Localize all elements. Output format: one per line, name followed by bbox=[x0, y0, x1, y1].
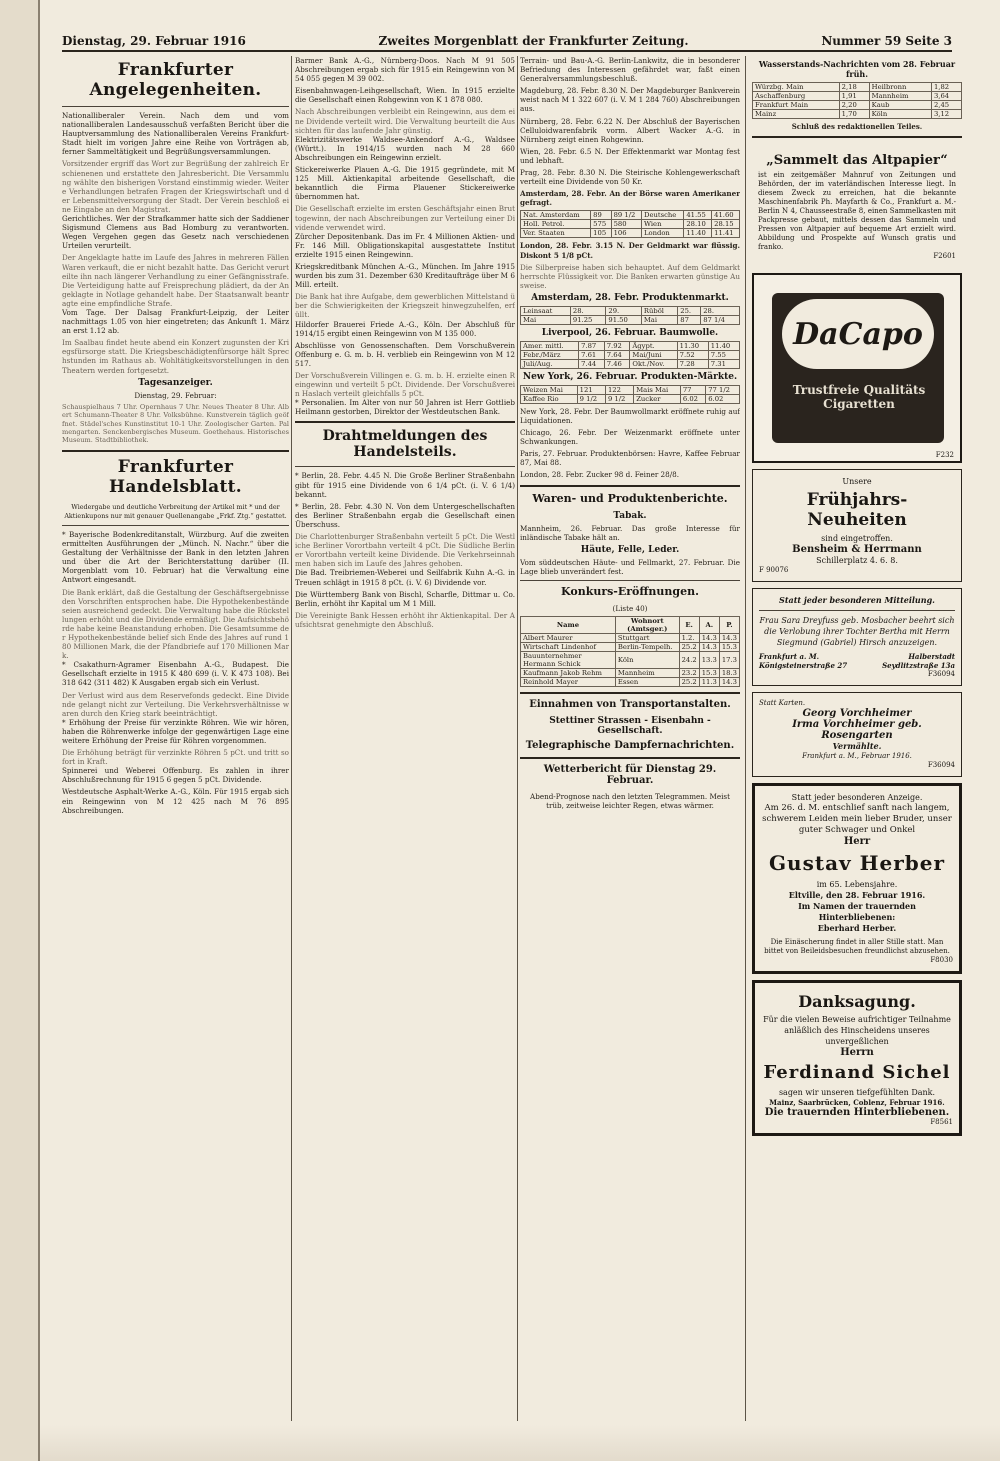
article-paragraph: Terrain- und Bau-A.-G. Berlin-Lankwitz, die in besonderer Befriedung des Interessen gefährdet war, faßt einen Generalversammlungsbeschluß. bbox=[520, 56, 740, 84]
header-edition: Zweites Morgenblatt der Frankfurter Zeitung. bbox=[378, 34, 689, 48]
end-of-editorial: Schluß des redaktionellen Teiles. bbox=[791, 122, 923, 131]
market-report-london: London, 28. Febr. 3.15 N. Der Geldmarkt war flüssig. Diskont 5 1/8 pCt. bbox=[520, 241, 740, 260]
konkurs-cell: Reinhold Mayer bbox=[521, 678, 616, 687]
divider bbox=[759, 610, 955, 611]
ad-danksagung bbox=[752, 980, 962, 1136]
article-paragraph: Abschlüsse von Genossenschaften. Dem Vorschußverein Offenburg e. G. m. b. H. verblieb ein Reingewinn von M 12 517. bbox=[295, 340, 515, 368]
section-title-local: Frankfurter Angelegenheiten. bbox=[89, 60, 262, 100]
tagesanzeiger-listing: Schauspielhaus 7 Uhr. Opernhaus 7 Uhr. Neues Theater 8 Uhr. Albert Schumann-Theater 8 Uhr. Volksbühne. Kunstverein täglich geöffnet. Städel'sches Kunstinstitut 10-1 Uhr. Zoologischer Garten. Palmengarten. Senckenbergisches Museum. Goethehaus. Historisches Museum. Stadtbibliothek. bbox=[62, 402, 289, 445]
article-paragraph: Nürnberg, 28. Febr. 6.22 N. Der Abschluß der Bayerischen Celluloidwarenfabrik vorm. Albert Wacker A.-G. in Nürnberg zeigt einen Rohgewinn. bbox=[520, 116, 740, 144]
konkurs-cell: Kaufmann Jakob Rehm bbox=[521, 669, 616, 678]
article-paragraph: Zürcher Depositenbank. Das im Fr. 4 Millionen Aktien- und Fr. 146 Mill. Obligationskapital ausgestattete Institut erzielte 1915 einen Reingewinn. bbox=[295, 231, 515, 259]
article-paragraph: Magdeburg, 28. Febr. 8.30 N. Der Magdeburger Bankverein weist nach M 1 322 607 (i. V. M 1 284 760) Abschreibungen aus. bbox=[520, 86, 740, 114]
ad-line: Vermählte. bbox=[832, 741, 882, 752]
wetter-title: Wetterbericht für Dienstag 29. Februar. bbox=[543, 764, 717, 786]
ad-verlobung bbox=[752, 588, 962, 686]
section-title-drahtmeldungen: Drahtmeldungen des Handelsteils. bbox=[322, 428, 488, 461]
ad-altpapier bbox=[752, 144, 962, 267]
article-text-fill: Der Vorschußverein Villingen e. G. m. b. H. erzielte einen Reingewinn und verteilt 5 pCt. Dividende. Der Vorschußverein Haslach verteilt gleichfalls 5 pCt. bbox=[295, 371, 515, 399]
header-page-number: Nummer 59 Seite 3 bbox=[821, 34, 952, 48]
konkurs-head: A. bbox=[699, 617, 719, 634]
konkurs-head: Name bbox=[521, 617, 616, 634]
wasserstand-cell: Würzbg. Main bbox=[753, 83, 840, 92]
wasserstand-cell: 2,20 bbox=[839, 101, 869, 110]
column-rule bbox=[291, 56, 292, 1421]
column-rule bbox=[745, 56, 746, 1421]
article-paragraph: Elektrizitätswerke Waldsee-Ankendorf A.-G., Waldsee (Württ.). In 1914/15 wurden nach M 28 660 Abschreibungen ein Reingewinn erzielt. bbox=[295, 134, 515, 162]
konkurs-cell: 1.2. bbox=[679, 634, 699, 643]
divider bbox=[520, 692, 740, 694]
wasserstand-cell: Mannheim bbox=[869, 92, 931, 101]
ad-code: F2601 bbox=[933, 252, 956, 261]
tabak-title: Tabak. bbox=[613, 510, 647, 521]
ad-deceased-name: Gustav Herber bbox=[768, 851, 946, 876]
article-paragraph: Kriegskreditbank München A.-G., München. Im Jahre 1915 wurden bis zum 31. Dezember 630 Kreditaufträge über M 6 Mill. erteilt. bbox=[295, 261, 515, 290]
ad-line: sind eingetroffen. bbox=[821, 534, 893, 544]
ad-places bbox=[759, 652, 955, 670]
ad-line: Im Namen der trauernden Hinterbliebenen: bbox=[798, 901, 916, 923]
konkurs-cell: Mannheim bbox=[615, 669, 679, 678]
page-header bbox=[62, 30, 952, 52]
divider bbox=[62, 525, 289, 526]
article-text-fill: Die Bank erklärt, daß die Gestaltung der Geschäftsergebnisse den Vorschriften entsprochen habe. Die Hypothekenbestände seien ausreichend gedeckt. Die Verwaltung habe die Rückstellungen erhöht und die Dividende ermäßigt. Die Aufsichtsbehörde habe keine Beanstandung erhoben. Die Gesamtsumme der Hypothekenbestände belief sich Ende des Jahres auf rund 180 Millionen Mark, die der Pfandbriefe auf 170 Millionen Mark. bbox=[62, 587, 289, 661]
newyork-table: Weizen Mai 121 122 Mais Mai 77 77 1/2 Kaffee Rio 9 1/2 9 1/2 Zucker 6.02 6.02 bbox=[520, 385, 740, 404]
konkurs-cell: 15.3 bbox=[719, 643, 739, 652]
column-2 bbox=[295, 56, 515, 1426]
wasserstand-row bbox=[753, 110, 962, 119]
wetter-text: Abend-Prognose nach den letzten Telegrammen. Meist trüb, zeitweise leichter Regen, etwas wärmer. bbox=[530, 792, 730, 811]
tagesanzeiger-title: Tagesanzeiger. bbox=[138, 377, 213, 388]
article-paragraph: Nationalliberaler Verein. Nach dem und vom nationalliberalen Landesausschuß verfaßten Bericht über die Hauptversammlung des Nationalliberalen Vereins Frankfurt-Stadt hielt im vorigen Jahre eine Reihe von Vorträgen ab, ferner Sammeltätigkeit und Begrüßungsversammlungen. bbox=[62, 111, 289, 157]
konkurs-cell: Wirtschaft Lindenhof bbox=[521, 643, 616, 652]
article-paragraph: Hildorfer Brauerei Friede A.-G., Köln. Der Abschluß für 1914/15 ergibt einen Reingewinn von M 135 000. bbox=[295, 319, 515, 338]
ad-deceased-name: Ferdinand Sichel bbox=[763, 1062, 951, 1084]
dacapo-logo: DaCapo bbox=[782, 299, 934, 369]
ad-text: Am 26. d. M. entschlief sanft nach langem, schwerem Leiden mein lieber Bruder, unser guter Schwager und Onkel bbox=[762, 803, 952, 836]
article-text-fill: Die Vereinigte Bank Hessen erhöht ihr Aktienkapital. Der Aufsichtsrat genehmigte den Abschluß. bbox=[295, 610, 515, 629]
einnahmen-title: Einnahmen von Transportanstalten. bbox=[529, 699, 731, 710]
wasserstand-cell: 1,70 bbox=[839, 110, 869, 119]
article-text-fill: Nach Abschreibungen verbleibt ein Reingewinn, aus dem eine Dividende verteilt wird. Die Verwaltung beurteilt die Aussichten für das laufende Jahr günstig. bbox=[295, 107, 515, 135]
konkurs-sub: (Liste 40) bbox=[612, 603, 648, 613]
konkurs-row bbox=[521, 669, 740, 678]
newyork-title: New York, 26. Februar. Produkten-Märkte. bbox=[522, 371, 738, 382]
market-report-paris: Paris, 27. Februar. Produktenbörsen: Havre, Kaffee Februar 87, Mai 88. bbox=[520, 449, 740, 468]
market-report-amsterdam: Amsterdam, 28. Febr. An der Börse waren Amerikaner gefragt. bbox=[520, 189, 740, 208]
ad-code: F 90076 bbox=[759, 566, 789, 575]
konkurs-cell: 14.3 bbox=[719, 634, 739, 643]
ad-altpapier-text: ist ein zeitgemäßer Mahnruf von Zeitungen und Behörden, der im vaterländischen Interesse liegt. In diesem Zweck zu erreichen, hat die bekannte Maschinenfabrik Ph. Mayfarth & Co., Frankfurt a. M.-Berlin N 4, Chausseestraße 8, einen Sammelkasten mit Packpresse gebaut, mittels dessen das Sammeln und Pressen von Altpapier auf bequeme Art erzielt wird. Abbildung und Prospekte auf Wunsch gratis und franko. bbox=[758, 171, 956, 252]
konkurs-row bbox=[521, 652, 740, 669]
konkurs-cell: 18.3 bbox=[719, 669, 739, 678]
haeute-title: Häute, Felle, Leder. bbox=[580, 544, 680, 555]
cotton-table: Amer. mittl. 7.87 7.92 Ägypt. 11.30 11.40 Febr./März 7.61 7.64 Mai/Juni 7.52 7.55 Juli/Aug. 7.44 7.46 Okt./Nov. 7.28 7.31 bbox=[520, 341, 740, 369]
exchange-rate-table: Nat. Amsterdam 89 89 1/2 Deutsche 41.55 41.60 Holl. Petrol. 575 580 Wien 28.10 28.15 Ver. Staaten 105 106 London 11.40 11.41 bbox=[520, 210, 740, 238]
ad-line: Herrn bbox=[840, 1047, 874, 1059]
ad-text: Für die vielen Beweise aufrichtiger Teilnahme anläßlich des Hinscheidens unseres unvergeßlichen bbox=[763, 1015, 951, 1047]
wasserstand-cell: 3,64 bbox=[931, 92, 961, 101]
tagesanzeiger-date: Dienstag, 29. Februar: bbox=[134, 390, 217, 400]
article-paragraph: Vom süddeutschen Häute- und Fellmarkt, 27. Februar. Die Lage blieb unverändert fest. bbox=[520, 557, 740, 576]
section-title-waren: Waren- und Produktenberichte. bbox=[532, 491, 728, 505]
article-paragraph: Mannheim, 26. Februar. Das große Interesse für inländische Tabake hält an. bbox=[520, 523, 740, 542]
wasserstand-cell: 2,45 bbox=[931, 101, 961, 110]
article-text-fill: Die Charlottenburger Straßenbahn verteilt 5 pCt. Die Westliche Berliner Vorortbahn verteilt 4 pCt. Die Südliche Berliner Vorortbahn verteilt keine Dividende. Die Verkehrseinnahmen haben sich im Laufe des Jahres gehoben. bbox=[295, 532, 515, 569]
article-paragraph: Eisenbahnwagen-Leihgesellschaft, Wien. In 1915 erzielte die Gesellschaft einen Rohgewinn von K 1 878 080. bbox=[295, 86, 515, 105]
konkurs-cell: 14.3 bbox=[699, 634, 719, 643]
article-paragraph: Die Württemberg Bank von Bischl, Scharfle, Dittmar u. Co. Berlin, erhöht ihr Kapital um M 1 Mill. bbox=[295, 589, 515, 608]
dacapo-band: Trustfreie Qualitäts Cigaretten bbox=[792, 383, 926, 412]
column-rule bbox=[517, 56, 518, 1421]
konkurs-cell: Stuttgart bbox=[615, 634, 679, 643]
wasserstand-row bbox=[753, 101, 962, 110]
konkurs-cell: 25.2 bbox=[679, 643, 699, 652]
ad-text: Frau Sara Dreyfuss geb. Mosbacher beehrt sich die Verlobung ihrer Tochter Bertha mit Herrn Siegmund (Gabriel) Hirsch anzuzeigen. bbox=[759, 616, 955, 648]
article-paragraph: * Berlin, 28. Febr. 4.45 N. Die Große Berliner Straßenbahn gibt für 1915 eine Dividende von 6 1/4 pCt. (i. V. 6 1/4) bekannt. bbox=[295, 471, 515, 499]
article-paragraph: Spinnerei und Weberei Offenburg. Es zahlen in ihrer Abschlußrechnung für 1915 6 gegen 5 pCt. Dividende. bbox=[62, 766, 289, 785]
column-1 bbox=[62, 56, 289, 1426]
ad-code: F8030 bbox=[930, 956, 953, 965]
konkurs-head: P. bbox=[719, 617, 739, 634]
divider bbox=[295, 421, 515, 423]
market-report-chicago: Chicago, 26. Febr. Der Weizenmarkt eröffnete unter Schwankungen. bbox=[520, 428, 740, 447]
divider bbox=[295, 466, 515, 467]
konkurs-cell: 13.3 bbox=[699, 652, 719, 669]
konkurs-cell: 24.2 bbox=[679, 652, 699, 669]
previous-page-margin bbox=[0, 0, 40, 1461]
liverpool-title: Liverpool, 26. Februar. Baumwolle. bbox=[541, 327, 719, 338]
ad-signature: Eberhard Herber. bbox=[817, 923, 897, 934]
article-paragraph: Vom Tage. Der Dalsag Frankfurt-Leipzig, der Leiter nachmittags 1.05 von hier eingetreten; das Ankunft 1. März an erst 1.12 ab. bbox=[62, 307, 289, 336]
wasserstand-title: Wasserstands-Nachrichten vom 28. Februar früh. bbox=[758, 59, 956, 79]
article-paragraph: Prag, 28. Febr. 8.30 N. Die Steirische Kohlengewerkschaft verteilt eine Dividende von 50 Kr. bbox=[520, 168, 740, 187]
ad-line: im 65. Lebensjahre. bbox=[816, 880, 898, 890]
page-bottom-shadow bbox=[40, 1425, 1000, 1461]
stettiner-title: Stettiner Strassen - Eisenbahn - Gesellschaft. bbox=[549, 716, 711, 736]
section-title-handelsblatt: Frankfurter Handelsblatt. bbox=[108, 456, 243, 497]
wasserstand-cell: Frankfurt Main bbox=[753, 101, 840, 110]
wasserstand-cell: 1,82 bbox=[931, 83, 961, 92]
article-paragraph: Die Bad. Treibriemen-Weberei und Seilfabrik Kuhn A.-G. in Treuen schlägt in 1915 8 pCt. (i. V. 6) Dividende vor. bbox=[295, 568, 515, 587]
article-text-fill: Der Verlust wird aus dem Reservefonds gedeckt. Eine Dividende gelangt nicht zur Verteilung. Die Verkehrsverhältnisse waren durch den Krieg stark beeinträchtigt. bbox=[62, 690, 289, 718]
wasserstand-row bbox=[753, 92, 962, 101]
column-3 bbox=[520, 56, 740, 1426]
ad-name: Georg Vorchheimer bbox=[802, 708, 912, 720]
article-paragraph: * Bayerische Bodenkreditanstalt, Würzburg. Auf die zweiten ermittelten Ausführungen der „Münch. N. Nachr.“ über die Gestaltung der Verhältnisse der Bank in den letzten Jahren und über die Art der Berichterstattung darüber (II. Morgenblatt vom 10. Februar) hat die Verwaltung eine Antwort eingesandt. bbox=[62, 529, 289, 585]
konkurs-cell: Köln bbox=[615, 652, 679, 669]
konkurs-table bbox=[520, 616, 740, 687]
ad-address: Schillerplatz 4. 6. 8. bbox=[816, 556, 898, 566]
ad-vermaehlt bbox=[752, 692, 962, 777]
article-paragraph: * Erhöhung der Preise für verzinkte Röhren. Wie wir hören, haben die Röhrenwerke infolge der gegenwärtigen Lage eine weitere Erhöhung der Preise für Röhren vorgenommen. bbox=[62, 717, 289, 745]
ad-fruehjahr bbox=[752, 469, 962, 582]
konkurs-row bbox=[521, 643, 740, 652]
wasserstand-cell: 2,18 bbox=[839, 83, 869, 92]
wasserstand-cell: Mainz bbox=[753, 110, 840, 119]
ad-headline: Frühjahrs-Neuheiten bbox=[806, 490, 908, 531]
ad-place-left: Frankfurt a. M. Königsteinerstraße 27 bbox=[759, 652, 848, 671]
ad-code: F232 bbox=[935, 451, 954, 460]
handelsblatt-note: Wiedergabe und deutliche Verbreitung der Artikel mit * und der Aktienkupons nur mit genauer Quellenangabe „Frkf. Ztg.“ gestattet. bbox=[64, 502, 287, 520]
ad-line: Unsere bbox=[842, 477, 872, 487]
ad-place: Frankfurt a. M., Februar 1916. bbox=[802, 752, 912, 761]
ad-line: Statt Karten. bbox=[759, 699, 806, 708]
produkten-amsterdam-title: Amsterdam, 28. Febr. Produktenmarkt. bbox=[531, 292, 729, 303]
wasserstand-cell: 3,12 bbox=[931, 110, 961, 119]
divider bbox=[62, 450, 289, 452]
konkurs-cell: Albert Maurer bbox=[521, 634, 616, 643]
konkurs-head: E. bbox=[679, 617, 699, 634]
article-text-fill: Die Bank hat ihre Aufgabe, dem gewerblichen Mittelstand über die Schwierigkeiten der Kriegszeit hinwegzuhelfen, erfüllt. bbox=[295, 292, 515, 320]
konkurs-head: Wohnort (Amtsger.) bbox=[615, 617, 679, 634]
konkurs-row bbox=[521, 678, 740, 687]
ad-note: Die Einäscherung findet in aller Stille statt. Man bittet von Beileidsbesuchen freundlichst abzusehen. bbox=[764, 938, 950, 956]
konkurs-cell: 11.3 bbox=[699, 678, 719, 687]
divider bbox=[752, 136, 962, 138]
header-date: Dienstag, 29. Februar 1916 bbox=[62, 34, 246, 48]
wasserstand-cell: Köln bbox=[869, 110, 931, 119]
article-paragraph: * Berlin, 28. Febr. 4.30 N. Von dem Untergeschellschaften des Berliner Straßenbahn ergab die Gesellschaft einen Überschuss. bbox=[295, 501, 515, 529]
ad-altpapier-title: „Sammelt das Altpapier“ bbox=[766, 153, 948, 169]
market-report-london2: London, 28. Febr. Zucker 98 d. Feiner 28/8. bbox=[520, 470, 679, 480]
article-paragraph: Gerichtliches. Wer der Strafkammer hatte sich der Saddiener Sigismund Clemens aus Bad Homburg zu verantworten. Wegen Vergehen gegen das Gesetz nach verschiedenen Urteilen verurteilt. bbox=[62, 214, 289, 251]
wasserstand-row bbox=[753, 83, 962, 92]
article-text-fill: Die Erhöhung beträgt für verzinkte Röhren 5 pCt. und tritt sofort in Kraft. bbox=[62, 748, 289, 767]
divider bbox=[520, 580, 740, 581]
konkurs-cell: 23.2 bbox=[679, 669, 699, 678]
ad-name: Irma Vorchheimer geb. Rosengarten bbox=[792, 719, 922, 742]
konkurs-row bbox=[521, 634, 740, 643]
ad-firm: Bensheim & Herrmann bbox=[792, 544, 922, 556]
article-text-fill: Im Saalbau findet heute abend ein Konzert zugunsten der Kriegsfürsorge statt. Die Kriegsbeschädigtenfürsorge hält Sprechstunden im Rathaus ab. Wohltätigkeitsvorstellungen in den Theatern werden fortgesetzt. bbox=[62, 338, 289, 375]
konkurs-cell: Essen bbox=[615, 678, 679, 687]
ad-code: F36094 bbox=[927, 761, 955, 770]
article-paragraph: * Csakathurn-Agramer Eisenbahn A.-G., Budapest. Die Gesellschaft erzielte in 1915 K 480 699 (i. V. K 473 108). Bei 318 642 (311 482) K Ausgaben ergab sich ein Verlust. bbox=[62, 660, 289, 688]
ad-place: Mainz, Saarbrücken, Coblenz, Februar 1916. bbox=[769, 1098, 945, 1108]
ad-line: Herr bbox=[843, 836, 871, 848]
article-text-fill: Die Gesellschaft erzielte im ersten Geschäftsjahr einen Bruttogewinn, der nach Abschreibungen zur Verteilung einer Dividende verwendet wird. bbox=[295, 204, 515, 232]
market-report-newyork: New York, 28. Febr. Der Baumwollmarkt eröffnete ruhig auf Liquidationen. bbox=[520, 406, 740, 425]
konkurs-cell: 14.3 bbox=[699, 643, 719, 652]
article-text-fill: Der Angeklagte hatte im Laufe des Jahres in mehreren Fällen Waren verkauft, die er nicht bezahlt hatte. Das Gericht verurteilte ihn nach längerer Verhandlung zu einer Gefängnisstrafe. Die Verteidigung hatte auf Freisprechung plädiert, da der Angeklagte in Notlage gehandelt habe. Der Staatsanwalt beantragte eine empfindliche Strafe. bbox=[62, 253, 289, 308]
divider bbox=[62, 106, 289, 107]
ad-place: Eltville, den 28. Februar 1916. bbox=[788, 890, 926, 901]
konkurs-cell: 15.3 bbox=[699, 669, 719, 678]
ad-line: Statt jeder besonderen Mitteilung. bbox=[779, 595, 935, 606]
ad-dacapo bbox=[752, 273, 962, 463]
divider bbox=[520, 757, 740, 759]
konkurs-cell: 14.3 bbox=[719, 678, 739, 687]
ad-line: Statt jeder besonderen Anzeige. bbox=[791, 793, 923, 803]
wasserstand-cell: Kaub bbox=[869, 101, 931, 110]
konkurs-cell: 25.2 bbox=[679, 678, 699, 687]
ad-code: F36094 bbox=[927, 670, 955, 679]
konkurs-cell: Bauunternehmer Hermann Schick bbox=[521, 652, 616, 669]
article-paragraph: * Personalien. Im Alter von nur 50 Jahren ist Herr Gottlieb Heilmann gestorben, Direktor der Westdeutschen Bank. bbox=[295, 398, 515, 417]
konkurs-title: Konkurs-Eröffnungen. bbox=[561, 584, 699, 598]
article-paragraph: Barmer Bank A.-G., Nürnberg-Doos. Nach M 91 505 Abschreibungen ergab sich für 1915 ein Reingewinn von M 54 055 gegen M 39 002. bbox=[295, 56, 515, 84]
ad-line: sagen wir unseren tiefgefühlten Dank. bbox=[778, 1088, 936, 1098]
article-text-fill: Die Silberpreise haben sich behauptet. Auf dem Geldmarkt herrschte Flüssigkeit vor. Die Banken erwarten günstige Ausweise. bbox=[520, 262, 740, 290]
konkurs-cell: 17.3 bbox=[719, 652, 739, 669]
produkten-table: Leinsaat 28. 29. Rüböl 25. 28. Mai 91.25 91.50 Mai 87 87 1/4 bbox=[520, 306, 740, 325]
column-4 bbox=[752, 56, 962, 1426]
ad-signature: Die trauernden Hinterbliebenen. bbox=[764, 1107, 950, 1119]
telegraph-title: Telegraphische Dampfernachrichten. bbox=[525, 740, 735, 751]
konkurs-cell: Berlin-Tempelh. bbox=[615, 643, 679, 652]
article-paragraph: Stickereiwerke Plauen A.-G. Die 1915 gegründete, mit M 125 Mill. Aktienkapital arbeitende Gesellschaft, die bekanntlich die Firma Plauener Stickereiwerke übernommen hat. bbox=[295, 165, 515, 202]
divider bbox=[520, 485, 740, 487]
article-paragraph: Westdeutsche Asphalt-Werke A.-G., Köln. Für 1915 ergab sich ein Reingewinn von M 12 425 nach M 76 895 Abschreibungen. bbox=[62, 787, 289, 815]
wasserstand-cell: Aschaffenburg bbox=[753, 92, 840, 101]
ad-place-right: Halberstadt Seydlitzstraße 13a bbox=[882, 652, 955, 671]
wasserstand-table bbox=[752, 82, 962, 119]
ad-code: F8561 bbox=[930, 1118, 953, 1127]
ad-headline: Danksagung. bbox=[798, 992, 916, 1012]
article-text-fill: Vorsitzender ergriff das Wort zur Begrüßung der zahlreich Erschienenen und erstattete den Jahresbericht. Die Versammlung wählte den bisherigen Vorstand einstimmig wieder. Weitere Verhandlungen betrafen Fragen der Kriegswirtschaft und der Lebensmittelversorgung der Stadt. Der Verein beschloß eine Eingabe an den Magistrat. bbox=[62, 159, 289, 214]
wasserstand-cell: Heilbronn bbox=[869, 83, 931, 92]
wasserstand-cell: 1,91 bbox=[839, 92, 869, 101]
ad-trauer-herber bbox=[752, 783, 962, 974]
article-paragraph: Wien, 28. Febr. 6.5 N. Der Effektenmarkt war Montag fest und lebhaft. bbox=[520, 146, 740, 165]
